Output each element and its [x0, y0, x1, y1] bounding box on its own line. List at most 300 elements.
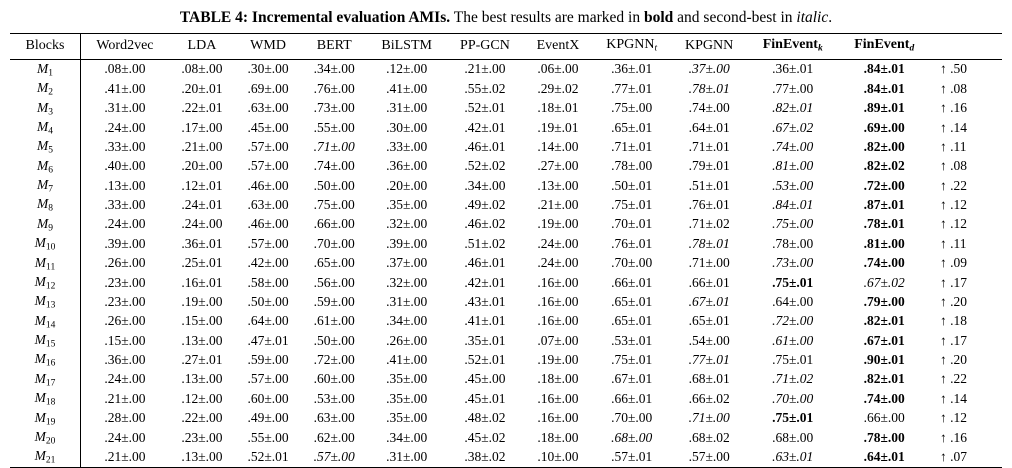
table-cell: .57±.00 [247, 138, 289, 154]
delta-value: ↑ .50 [940, 61, 967, 77]
table-cell: .58±.00 [247, 274, 289, 290]
table-cell: .70±.00 [611, 255, 653, 271]
table-cell: .35±.00 [386, 390, 428, 406]
table-cell: .46±.01 [464, 138, 506, 154]
table-cell: .41±.00 [386, 352, 428, 368]
table-row [10, 99, 1002, 118]
table-cell: .52±.01 [464, 100, 506, 116]
table-cell: .87±.01 [863, 197, 905, 213]
table-cell: .69±.00 [863, 119, 905, 135]
row-label: $M_2$ [10, 79, 81, 98]
table-cell: .73±.00 [772, 255, 814, 271]
table-row [10, 273, 1002, 292]
table-cell: .45±.00 [247, 119, 289, 135]
row-label: $M_{11}$ [10, 254, 81, 273]
table-cell: .57±.00 [247, 371, 289, 387]
table-cell: .66±.01 [611, 274, 653, 290]
table-cell: .50±.00 [247, 293, 289, 309]
table-cell: .46±.01 [464, 255, 506, 271]
table-cell: .76±.01 [688, 197, 730, 213]
table-header [10, 34, 1002, 59]
table-cell: .12±.01 [181, 177, 223, 193]
table-cell: .15±.00 [104, 332, 146, 348]
table-cell: .40±.00 [104, 158, 146, 174]
table-cell: .71±.00 [688, 410, 730, 426]
table-cell: .16±.00 [537, 313, 579, 329]
delta-value: ↑ .16 [940, 100, 967, 116]
table-cell: .78±.00 [611, 158, 653, 174]
table-cell: .24±.00 [537, 255, 579, 271]
delta-value: ↑ .12 [940, 410, 967, 426]
table-cell: .15±.00 [181, 313, 223, 329]
table-cell: .66±.01 [611, 390, 653, 406]
delta-value: ↑ .07 [930, 447, 1002, 467]
table-cell: .67±.02 [772, 119, 814, 135]
table-cell: .35±.00 [386, 197, 428, 213]
table-row [10, 59, 1002, 79]
table-cell: .54±.00 [688, 332, 730, 348]
table-cell: .30±.00 [386, 119, 428, 135]
table-cell: .76±.01 [611, 235, 653, 251]
table-cell: .81±.00 [863, 235, 905, 251]
table-cell: .60±.00 [313, 371, 355, 387]
table-cell: .77±.01 [611, 80, 653, 96]
table-cell: .35±.00 [386, 410, 428, 426]
table-cell: .26±.00 [104, 255, 146, 271]
row-label: $M_{16}$ [10, 350, 81, 369]
table-cell: .73±.00 [313, 100, 355, 116]
table-cell: .24±.00 [104, 371, 146, 387]
table-row [10, 157, 1002, 176]
table-cell: .21±.00 [181, 138, 223, 154]
table-cell: .71±.02 [688, 216, 730, 232]
caption-text-3: . [828, 9, 833, 26]
table-cell: .19±.00 [181, 293, 223, 309]
table-cell: .71±.01 [688, 138, 730, 154]
table-cell: .68±.02 [688, 429, 730, 445]
table-cell: .36±.01 [772, 61, 814, 77]
table-cell: .53±.00 [772, 177, 814, 193]
table-cell: .18±.00 [537, 429, 579, 445]
column-header-bilstm: BiLSTM [367, 34, 446, 59]
table-cell: .26±.00 [386, 332, 428, 348]
table-cell: .66±.00 [863, 410, 905, 426]
table-cell: .32±.00 [386, 274, 428, 290]
caption-text-1: The best results are marked in [450, 9, 644, 26]
table-cell: .74±.00 [772, 138, 814, 154]
table-cell: .42±.00 [247, 255, 289, 271]
table-cell: .75±.00 [772, 216, 814, 232]
caption-label: TABLE 4: Incremental evaluation AMIs. [179, 9, 451, 26]
row-label: $M_7$ [10, 176, 81, 195]
table-cell: .46±.02 [464, 216, 506, 232]
table-cell: .26±.00 [104, 313, 146, 329]
table-cell: .21±.00 [104, 390, 146, 406]
table-row [10, 176, 1002, 195]
row-label: $M_{10}$ [10, 234, 81, 253]
table-cell: .51±.01 [688, 177, 730, 193]
table-cell: .75±.01 [611, 197, 653, 213]
table-cell: .90±.01 [863, 352, 905, 368]
table-cell: .13±.00 [181, 332, 223, 348]
table-row [10, 137, 1002, 156]
table-cell: .38±.02 [446, 447, 524, 467]
table-cell: .70±.00 [611, 410, 653, 426]
table-cell: .53±.01 [611, 332, 653, 348]
row-label: $M_{18}$ [10, 389, 81, 408]
table-cell: .65±.01 [611, 313, 653, 329]
table-cell: .75±.00 [313, 197, 355, 213]
table-cell: .41±.00 [386, 80, 428, 96]
table-cell: .57±.00 [671, 447, 747, 467]
table-cell: .84±.01 [863, 61, 905, 77]
table-cell: .43±.01 [464, 293, 506, 309]
delta-value: ↑ .22 [940, 177, 967, 193]
table-body [10, 59, 1002, 467]
table-cell: .33±.00 [104, 138, 146, 154]
table-cell: .23±.00 [104, 274, 146, 290]
table-cell: .24±.01 [181, 197, 223, 213]
table-cell: .52±.01 [464, 352, 506, 368]
table-cell: .34±.00 [386, 429, 428, 445]
table-cell: .66±.02 [688, 390, 730, 406]
table-cell: .71±.00 [688, 255, 730, 271]
delta-value: ↑ .14 [940, 390, 967, 406]
table-header-row [10, 34, 1002, 59]
table-cell: .55±.02 [464, 80, 506, 96]
table-row [10, 389, 1002, 408]
table-cell: .33±.00 [386, 138, 428, 154]
table-cell: .06±.00 [537, 61, 579, 77]
table-cell: .14±.00 [537, 138, 579, 154]
table-cell: .70±.01 [611, 216, 653, 232]
table-cell: .31±.00 [386, 293, 428, 309]
table-cell: .47±.01 [247, 332, 289, 348]
table-cell: .77±.01 [688, 352, 730, 368]
table-cell: .24±.00 [104, 119, 146, 135]
delta-value: ↑ .12 [940, 197, 967, 213]
table-cell: .45±.00 [464, 371, 506, 387]
table-cell: .84±.01 [863, 80, 905, 96]
table-row [10, 195, 1002, 214]
delta-value: ↑ .22 [940, 371, 967, 387]
row-label: $M_6$ [10, 157, 81, 176]
table-cell: .28±.00 [104, 410, 146, 426]
delta-value: ↑ .11 [940, 138, 967, 154]
delta-value: ↑ .11 [940, 235, 967, 251]
table-cell: .34±.00 [386, 313, 428, 329]
table-cell: .71±.01 [611, 138, 653, 154]
table-cell: .49±.00 [247, 410, 289, 426]
row-label: $M_8$ [10, 195, 81, 214]
table-cell: .67±.01 [863, 332, 905, 348]
table-cell: .45±.02 [464, 429, 506, 445]
table-cell: .29±.02 [537, 80, 579, 96]
table-cell: .78±.01 [688, 80, 730, 96]
caption-text-2: and second-best in [673, 9, 797, 26]
table-row [10, 254, 1002, 273]
table-cell: .66±.00 [313, 216, 355, 232]
row-label: $M_{21}$ [10, 447, 81, 467]
table-cell: .55±.00 [313, 119, 355, 135]
column-header-finevent-d: FinEvent$_d$ [838, 34, 930, 59]
table-cell: .19±.01 [537, 119, 579, 135]
row-label: $M_{15}$ [10, 331, 81, 350]
table-cell: .57±.00 [247, 158, 289, 174]
table-cell: .24±.00 [537, 235, 579, 251]
table-cell: .63±.00 [313, 410, 355, 426]
table-cell: .74±.00 [863, 255, 905, 271]
table-cell: .50±.00 [313, 177, 355, 193]
table-cell: .68±.00 [772, 429, 814, 445]
table-cell: .25±.01 [181, 255, 223, 271]
table-cell: .81±.00 [772, 158, 814, 174]
table-cell: .69±.00 [247, 80, 289, 96]
table-cell: .57±.00 [247, 235, 289, 251]
row-label: $M_{20}$ [10, 428, 81, 447]
table-cell: .75±.01 [772, 352, 814, 368]
table-cell: .53±.00 [313, 390, 355, 406]
table-cell: .23±.00 [104, 293, 146, 309]
table-cell: .65±.01 [688, 313, 730, 329]
table-cell: .23±.00 [181, 429, 223, 445]
table-cell: .70±.00 [313, 235, 355, 251]
delta-value: ↑ .17 [940, 332, 967, 348]
table-cell: .31±.00 [367, 447, 446, 467]
column-header-blocks: Blocks [10, 34, 81, 59]
table-cell: .50±.01 [611, 177, 653, 193]
table-cell: .46±.00 [247, 216, 289, 232]
table-cell: .37±.00 [386, 255, 428, 271]
delta-value: ↑ .12 [940, 216, 967, 232]
table-cell: .45±.01 [464, 390, 506, 406]
table-row [10, 350, 1002, 369]
table-cell: .72±.00 [772, 313, 814, 329]
table-cell: .20±.00 [386, 177, 428, 193]
table-cell: .20±.00 [181, 158, 223, 174]
table-cell: .36±.01 [611, 61, 653, 77]
table-cell: .08±.00 [181, 61, 223, 77]
table-cell: .78±.01 [688, 235, 730, 251]
table-cell: .71±.00 [313, 138, 355, 154]
table-cell: .41±.01 [464, 313, 506, 329]
delta-value: ↑ .20 [940, 293, 967, 309]
table-cell: .67±.02 [863, 274, 905, 290]
table-row [10, 331, 1002, 350]
column-header-bert: BERT [301, 34, 367, 59]
table-cell: .22±.00 [181, 410, 223, 426]
table-cell: .75±.01 [611, 352, 653, 368]
table-cell: .36±.01 [181, 235, 223, 251]
table-cell: .74±.00 [313, 158, 355, 174]
row-label: $M_{17}$ [10, 370, 81, 389]
table-row [10, 215, 1002, 234]
table-cell: .21±.00 [81, 447, 169, 467]
table-cell: .07±.00 [537, 332, 579, 348]
table-cell: .12±.00 [386, 61, 428, 77]
table-cell: .17±.00 [181, 119, 223, 135]
table-cell: .31±.00 [104, 100, 146, 116]
column-header-word2vec: Word2vec [81, 34, 169, 59]
column-header-eventx: EventX [524, 34, 592, 59]
caption-italic-word: italic [796, 9, 829, 26]
table-cell: .82±.01 [772, 100, 814, 116]
table-cell: .24±.00 [104, 216, 146, 232]
table-cell: .67±.01 [688, 293, 730, 309]
table-cell: .42±.01 [464, 274, 506, 290]
table-cell: .63±.00 [247, 100, 289, 116]
table-cell: .70±.00 [772, 390, 814, 406]
table-cell: .35±.00 [386, 371, 428, 387]
table-row [10, 292, 1002, 311]
table-cell: .37±.00 [688, 61, 730, 77]
row-label: $M_1$ [10, 59, 81, 79]
table-cell: .74±.00 [863, 390, 905, 406]
table-cell: .71±.02 [772, 371, 814, 387]
table-cell: .10±.00 [524, 447, 592, 467]
column-header-lda: LDA [169, 34, 235, 59]
row-label: $M_{12}$ [10, 273, 81, 292]
delta-value: ↑ .08 [940, 158, 967, 174]
column-header-kpgnn-t: $KPGNN_t$ [592, 34, 671, 59]
table-cell: .59±.00 [247, 352, 289, 368]
row-label: $M_5$ [10, 137, 81, 156]
table-cell: .18±.01 [537, 100, 579, 116]
table-cell: .67±.01 [611, 371, 653, 387]
delta-value: ↑ .09 [940, 255, 967, 271]
table-cell: .64±.01 [838, 447, 930, 467]
row-label: $M_{19}$ [10, 409, 81, 428]
table-cell: .33±.00 [104, 197, 146, 213]
table-cell: .20±.01 [181, 80, 223, 96]
table-cell: .16±.00 [537, 410, 579, 426]
table-cell: .13±.00 [104, 177, 146, 193]
delta-value: ↑ .16 [940, 429, 967, 445]
table-cell: .08±.00 [104, 61, 146, 77]
table-cell: .13±.00 [169, 447, 235, 467]
table-caption [10, 8, 1002, 27]
table-cell: .51±.02 [464, 235, 506, 251]
table-cell: .75±.00 [611, 100, 653, 116]
table-cell: .61±.00 [772, 332, 814, 348]
table-cell: .68±.00 [611, 429, 653, 445]
results-table [10, 33, 1002, 467]
table-cell: .75±.01 [772, 410, 814, 426]
table-cell: .84±.01 [772, 197, 814, 213]
table-cell: .27±.01 [181, 352, 223, 368]
table-cell: .63±.01 [747, 447, 838, 467]
delta-value: ↑ .08 [940, 80, 967, 96]
table-row [10, 234, 1002, 253]
table-cell: .66±.01 [688, 274, 730, 290]
column-header-ppgcn: PP-GCN [446, 34, 524, 59]
table-cell: .13±.00 [537, 177, 579, 193]
table-cell: .24±.00 [181, 216, 223, 232]
row-label: $M_3$ [10, 99, 81, 118]
table-cell: .16±.01 [181, 274, 223, 290]
table-cell: .34±.00 [313, 61, 355, 77]
table-cell: .52±.02 [464, 158, 506, 174]
row-label: $M_4$ [10, 118, 81, 137]
table-cell: .60±.00 [247, 390, 289, 406]
table-cell: .50±.00 [313, 332, 355, 348]
table-cell: .82±.00 [863, 138, 905, 154]
table-cell: .64±.00 [247, 313, 289, 329]
table-cell: .48±.02 [464, 410, 506, 426]
table-cell: .41±.00 [104, 80, 146, 96]
table-cell: .63±.00 [247, 197, 289, 213]
table-row [10, 447, 1002, 467]
table-cell: .49±.02 [464, 197, 506, 213]
table-cell: .22±.01 [181, 100, 223, 116]
table-cell: .42±.01 [464, 119, 506, 135]
table-row [10, 428, 1002, 447]
column-header-finevent-k: FinEvent$_k$ [747, 34, 838, 59]
column-header-delta [930, 34, 1002, 59]
table-cell: .19±.00 [537, 352, 579, 368]
table-cell: .35±.01 [464, 332, 506, 348]
table-cell: .76±.00 [313, 80, 355, 96]
table-cell: .64±.00 [772, 293, 814, 309]
table-cell: .61±.00 [313, 313, 355, 329]
table-cell: .34±.00 [464, 177, 506, 193]
table-cell: .36±.00 [104, 352, 146, 368]
table-cell: .39±.00 [386, 235, 428, 251]
table-cell: .46±.00 [247, 177, 289, 193]
table-cell: .16±.00 [537, 390, 579, 406]
table-cell: .72±.00 [313, 352, 355, 368]
table-cell: .59±.00 [313, 293, 355, 309]
table-cell: .74±.00 [688, 100, 730, 116]
table-cell: .21±.00 [537, 197, 579, 213]
table-cell: .79±.00 [863, 293, 905, 309]
table-row [10, 79, 1002, 98]
table-row [10, 118, 1002, 137]
column-header-kpgnn: KPGNN [671, 34, 747, 59]
table-cell: .19±.00 [537, 216, 579, 232]
table-row [10, 370, 1002, 389]
delta-value: ↑ .18 [940, 313, 967, 329]
table-cell: .32±.00 [386, 216, 428, 232]
table-cell: .64±.01 [688, 119, 730, 135]
table-cell: .68±.01 [688, 371, 730, 387]
table-cell: .77±.00 [772, 80, 814, 96]
table-cell: .78±.00 [863, 429, 905, 445]
table-cell: .65±.01 [611, 119, 653, 135]
table-cell: .82±.01 [863, 313, 905, 329]
table-cell: .72±.00 [863, 177, 905, 193]
table-cell: .79±.01 [688, 158, 730, 174]
table-cell: .18±.00 [537, 371, 579, 387]
table-cell: .55±.00 [247, 429, 289, 445]
table-cell: .16±.00 [537, 293, 579, 309]
row-label: $M_{13}$ [10, 292, 81, 311]
table-cell: .82±.01 [863, 371, 905, 387]
table-cell: .36±.00 [386, 158, 428, 174]
table-cell: .24±.00 [104, 429, 146, 445]
caption-bold-word: bold [643, 9, 674, 26]
table-row [10, 409, 1002, 428]
table-cell: .78±.01 [863, 216, 905, 232]
table-cell: .65±.01 [611, 293, 653, 309]
table-cell: .30±.00 [247, 61, 289, 77]
table-cell: .82±.02 [863, 158, 905, 174]
table-cell: .21±.00 [464, 61, 506, 77]
table-cell: .12±.00 [181, 390, 223, 406]
row-label: $M_9$ [10, 215, 81, 234]
table-cell: .16±.00 [537, 274, 579, 290]
table-cell: .78±.00 [772, 235, 814, 251]
